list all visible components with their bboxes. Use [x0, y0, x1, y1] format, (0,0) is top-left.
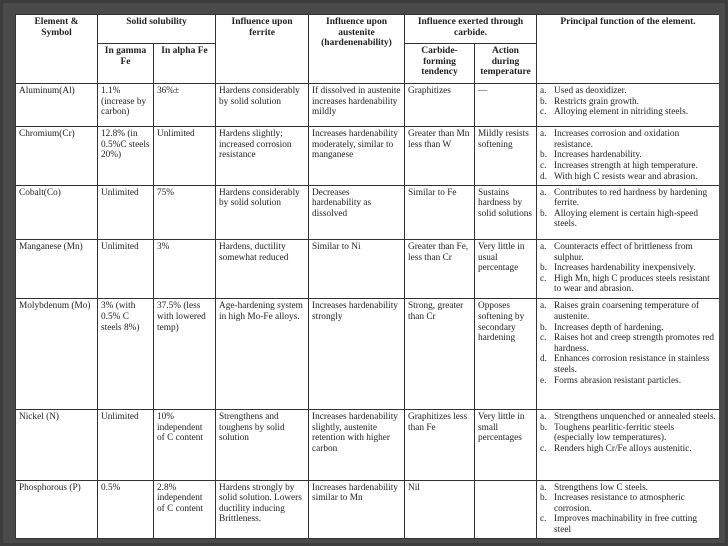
cell-austenite-influence: If dissolved in austenite increases hardenability mildly	[309, 84, 405, 127]
function-item	[540, 493, 716, 514]
header-in-alpha: In alpha Fe	[154, 44, 216, 84]
function-marker: b.	[540, 493, 547, 504]
function-text: Increases resistance to atmospheric corrosion.	[554, 493, 685, 514]
cell-carbide-forming: Graphitizes less than Fe	[405, 410, 475, 480]
function-text: With high C resists wear and abrasion.	[554, 171, 698, 182]
function-item	[540, 412, 716, 423]
cell-alpha-solubility: 37.5% (less with lowered temp)	[154, 299, 216, 410]
cell-action-temperature	[475, 480, 537, 538]
cell-austenite-influence: Similar to Ni	[309, 240, 405, 299]
cell-action-temperature: Mildly resists softening	[475, 127, 537, 185]
cell-action-temperature: Opposes softening by secondary hardening	[475, 299, 537, 410]
function-marker: b.	[540, 96, 547, 107]
cell-action-temperature: Very little in small percentages	[475, 410, 537, 480]
table-row	[16, 84, 720, 127]
cell-ferrite-influence: Hardens strongly by solid solution. Lowers ductility inducing Brittleness.	[216, 480, 309, 538]
cell-element: Cobalt(Co)	[16, 185, 98, 239]
function-marker: c.	[540, 443, 547, 454]
cell-gamma-solubility: Unlimited	[98, 410, 154, 480]
function-text: Raises grain coarsening temperature of austenite.	[554, 301, 700, 322]
cell-principal-function	[537, 185, 719, 239]
function-text: Increases hardenability.	[554, 150, 642, 161]
cell-action-temperature: —	[475, 84, 537, 127]
function-text: Contributes to red hardness by hardening ferrite.	[554, 187, 708, 209]
cell-gamma-solubility: 1.1% (increase by carbon)	[98, 84, 154, 127]
cell-ferrite-influence: Age-hardening system in high Mo-Fe alloys.	[216, 299, 309, 410]
function-item	[540, 242, 716, 263]
function-item	[540, 301, 716, 322]
function-text: Forms abrasion resistant particles.	[554, 375, 682, 386]
function-marker: a.	[540, 301, 547, 312]
header-ferrite: Influence upon ferrite	[216, 15, 309, 84]
cell-alpha-solubility: Unlimited	[154, 127, 216, 185]
cell-alpha-solubility: 3%	[154, 240, 216, 299]
function-text: High Mn, high C produces steels resistant to wear and abrasion.	[554, 273, 710, 295]
header-in-gamma: In gamma Fe	[98, 44, 154, 84]
function-item	[540, 514, 716, 535]
cell-element: Molybdenum (Mo)	[16, 299, 98, 410]
cell-ferrite-influence: Hardens slightly; increased corrosion resistance	[216, 127, 309, 185]
function-text: Toughens pearlitic-ferritic steels (especially low temperatures).	[554, 422, 675, 444]
function-marker: a.	[540, 86, 547, 96]
function-text: Increases hardenability inexpensively.	[554, 263, 696, 274]
function-marker: b.	[540, 422, 547, 433]
cell-ferrite-influence: Strengthens and toughens by solid solution	[216, 410, 309, 480]
cell-alpha-solubility: 36%±	[154, 84, 216, 127]
cell-carbide-forming: Graphitizes	[405, 84, 475, 127]
cell-element: Aluminum(Al)	[16, 84, 98, 127]
cell-alpha-solubility: 75%	[154, 185, 216, 239]
function-marker: c.	[540, 514, 547, 525]
cell-carbide-forming: Greater than Mn less than W	[405, 127, 475, 185]
cell-carbide-forming: Nil	[405, 480, 475, 538]
cell-austenite-influence: Increases hardenability moderately, similar to manganese	[309, 127, 405, 185]
cell-gamma-solubility: Unlimited	[98, 240, 154, 299]
function-marker: c.	[540, 161, 547, 172]
slide-frame	[3, 3, 725, 543]
document-sheet	[15, 14, 719, 539]
cell-principal-function	[537, 480, 719, 538]
function-item	[540, 423, 716, 444]
function-item	[540, 97, 716, 108]
function-marker: e.	[540, 375, 547, 386]
header-carbide-forming: Carbide-forming tendency	[405, 44, 475, 84]
header-carbide: Influence exerted through carbide.	[405, 15, 537, 44]
table-row	[16, 480, 720, 538]
cell-principal-function	[537, 299, 719, 410]
function-marker: a.	[540, 412, 547, 423]
header-element: Element & Symbol	[16, 15, 98, 84]
function-item	[540, 354, 716, 375]
cell-gamma-solubility: Unlimited	[98, 185, 154, 239]
table-row	[16, 240, 720, 299]
function-text: Increases corrosion and oxidation resistance.	[554, 129, 680, 150]
function-text: Strengthens low C steels.	[554, 482, 649, 493]
function-item	[540, 150, 716, 161]
function-text: Alloying element in nitriding steels.	[554, 107, 689, 118]
function-item	[540, 129, 716, 150]
cell-gamma-solubility: 0.5%	[98, 480, 154, 538]
function-marker: a.	[540, 482, 547, 493]
function-marker: c.	[540, 107, 547, 118]
function-item	[540, 161, 716, 172]
cell-action-temperature: Very little in usual percentage	[475, 240, 537, 299]
cell-ferrite-influence: Hardens, ductility somewhat reduced	[216, 240, 309, 299]
cell-gamma-solubility: 3% (with 0.5% C steels 8%)	[98, 299, 154, 410]
cell-principal-function	[537, 127, 719, 185]
alloying-elements-table	[15, 14, 719, 539]
cell-element: Manganese (Mn)	[16, 240, 98, 299]
cell-austenite-influence: Decreases hardenability as dissolved	[309, 185, 405, 239]
function-item	[540, 209, 716, 230]
function-marker: c.	[540, 333, 547, 344]
cell-element: Phosphorous (P)	[16, 480, 98, 538]
header-action-temp: Action during temperature	[475, 44, 537, 84]
function-item	[540, 323, 716, 334]
cell-austenite-influence: Increases hardenability slightly, austenite retention with higher carbon	[309, 410, 405, 480]
function-marker: a.	[540, 129, 547, 140]
cell-action-temperature: Sustains hardness by solid solutions	[475, 185, 537, 239]
function-text: Raises hot and creep strength promotes red hardness.	[554, 333, 715, 354]
table-row	[16, 299, 720, 410]
function-marker: a.	[540, 187, 547, 198]
cell-gamma-solubility: 12.8% (in 0.5%C steels 20%)	[98, 127, 154, 185]
function-text: Counteracts effect of brittleness from sulphur.	[554, 242, 693, 263]
cell-austenite-influence: Increases hardenability similar to Mn	[309, 480, 405, 538]
cell-principal-function	[537, 240, 719, 299]
function-item	[540, 188, 716, 209]
table-row	[16, 185, 720, 239]
function-marker: d.	[540, 171, 547, 182]
cell-alpha-solubility: 10% independent of C content	[154, 410, 216, 480]
function-item	[540, 274, 716, 295]
cell-ferrite-influence: Hardens considerably by solid solution	[216, 185, 309, 239]
cell-element: Chromium(Cr)	[16, 127, 98, 185]
function-text: Alloying element is certain high-speed steels.	[554, 208, 699, 230]
function-marker: b.	[540, 322, 547, 333]
header-austenite: Influence upon austenite (hardenenability)	[309, 15, 405, 84]
cell-element: Nickel (N)	[16, 410, 98, 480]
function-marker: b.	[540, 150, 547, 161]
function-text: Enhances corrosion resistance in stainless steels.	[554, 354, 710, 375]
function-item	[540, 172, 716, 183]
function-marker: b.	[540, 208, 547, 219]
function-text: Improves machinability in free cutting steel	[554, 514, 698, 535]
header-function: Principal function of the element.	[537, 15, 719, 84]
function-text: Increases strength at high temperature.	[554, 161, 698, 172]
cell-ferrite-influence: Hardens considerably by solid solution	[216, 84, 309, 127]
function-marker: a.	[540, 242, 547, 252]
function-item	[540, 107, 716, 118]
function-item	[540, 333, 716, 354]
function-text: Used as deoxidizer.	[554, 86, 627, 96]
function-item	[540, 263, 716, 274]
function-marker: c.	[540, 273, 547, 284]
cell-alpha-solubility: 2.8% independent of C content	[154, 480, 216, 538]
function-item	[540, 86, 716, 97]
cell-principal-function	[537, 84, 719, 127]
function-item	[540, 376, 716, 387]
table-row	[16, 127, 720, 185]
function-item	[540, 483, 716, 494]
header-solid-solubility: Solid solubility	[98, 15, 216, 44]
function-marker: b.	[540, 263, 547, 274]
cell-austenite-influence: Increases hardenability strongly	[309, 299, 405, 410]
function-marker: d.	[540, 354, 547, 365]
cell-carbide-forming: Greater than Fe, less than Cr	[405, 240, 475, 299]
table-row	[16, 410, 720, 480]
cell-principal-function	[537, 410, 719, 480]
function-item	[540, 444, 716, 455]
function-text: Strengthens unquenched or annealed steels.	[554, 412, 716, 423]
cell-carbide-forming: Similar to Fe	[405, 185, 475, 239]
function-text: Renders high Cr/Fe alloys austenitic.	[554, 443, 692, 454]
function-text: Restricts grain growth.	[554, 96, 639, 107]
cell-carbide-forming: Strong, greater than Cr	[405, 299, 475, 410]
function-text: Increases depth of hardening.	[554, 322, 664, 333]
